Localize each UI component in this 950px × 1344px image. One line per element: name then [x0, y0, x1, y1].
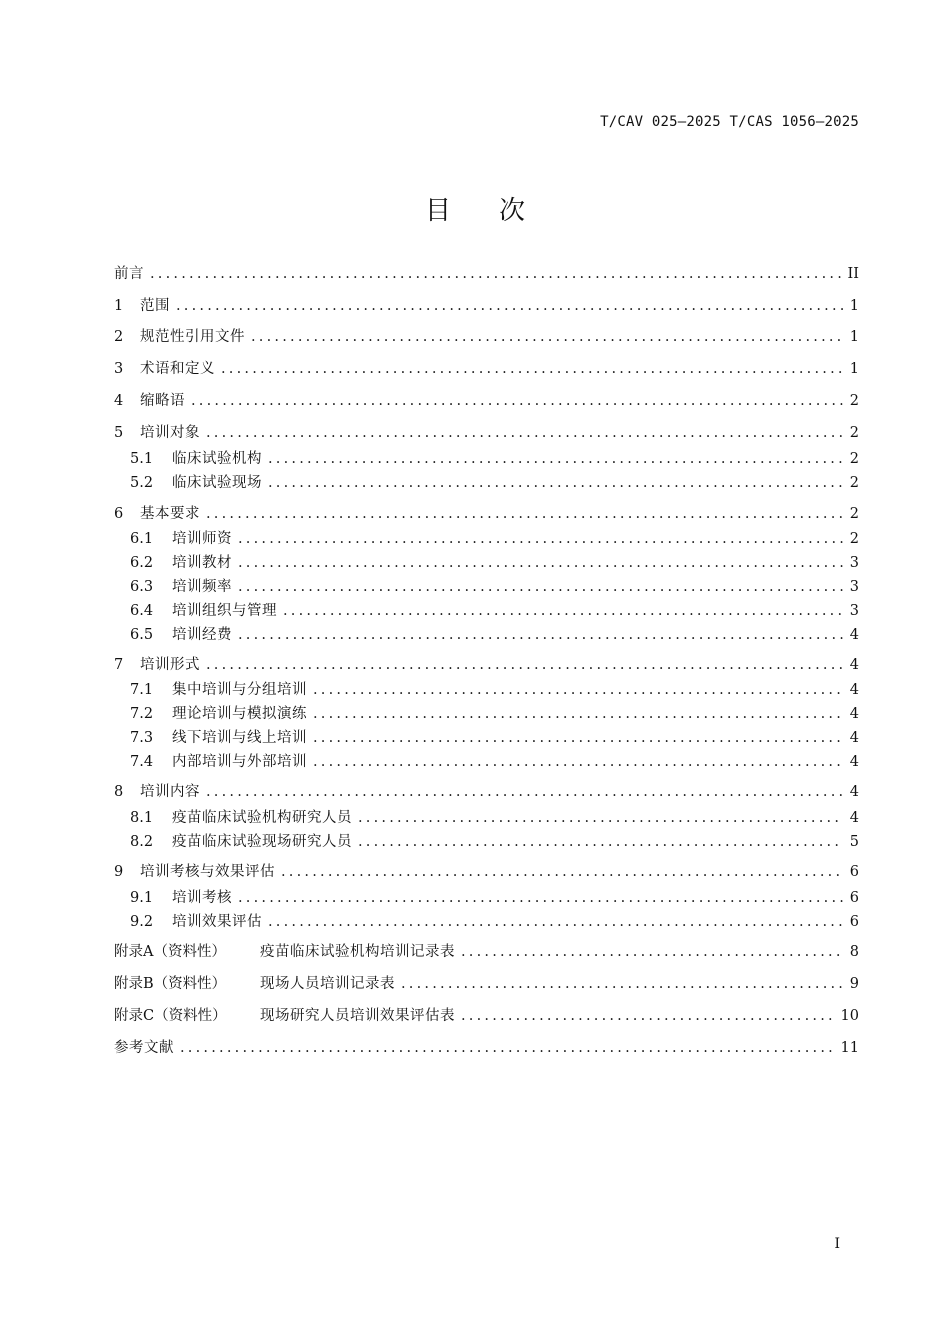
toc-entry-page: 4: [849, 657, 859, 673]
toc-entry-number: 6: [114, 506, 124, 522]
toc-entry-page: 4: [849, 682, 859, 698]
toc-entry-title: 基本要求: [140, 506, 200, 522]
toc-entry-number: 7: [114, 657, 124, 673]
toc-leader-dots: [313, 727, 843, 749]
toc-entry-title: 理论培训与模拟演练: [172, 706, 307, 722]
toc-entry-number: 5.1: [130, 451, 154, 467]
toc-entry[interactable]: [114, 422, 859, 444]
toc-entry-title: 术语和定义: [140, 361, 215, 377]
toc-entry-page: 1: [849, 329, 859, 345]
toc-entry-title: 集中培训与分组培训: [172, 682, 307, 698]
toc-leader-dots: [251, 326, 843, 348]
toc-entry-title: 缩略语: [140, 393, 185, 409]
toc-entry-page: 2: [849, 393, 859, 409]
toc-entry[interactable]: [114, 941, 859, 963]
toc-entry-title: 培训考核与效果评估: [140, 864, 275, 880]
toc-entry-page: 2: [849, 451, 859, 467]
toc-entry-number: 附录A（资料性）: [114, 944, 226, 960]
toc-entry-page: 3: [849, 603, 859, 619]
toc-entry[interactable]: [114, 263, 859, 285]
toc-entry-title: 范围: [140, 298, 170, 314]
toc-entry-page: 5: [849, 834, 859, 850]
toc-entry-number: 6.3: [130, 579, 154, 595]
toc-entry-page: 11: [840, 1040, 859, 1056]
toc-entry-title: 培训对象: [140, 425, 200, 441]
toc-entry-title: 规范性引用文件: [140, 329, 245, 345]
toc-entry-number: 7.3: [130, 730, 154, 746]
toc-entry-number: 6.1: [130, 531, 154, 547]
toc-leader-dots: [313, 703, 843, 725]
toc-leader-dots: [238, 528, 843, 550]
toc-entry-title: 培训内容: [140, 784, 200, 800]
toc-entry[interactable]: [114, 358, 859, 380]
toc-leader-dots: [268, 448, 843, 470]
toc-leader-dots: [268, 911, 843, 933]
toc-entry-number: 8.2: [130, 834, 154, 850]
toc-entry-page: 1: [849, 298, 859, 314]
toc-entry-number: 7.2: [130, 706, 154, 722]
toc-entry[interactable]: [130, 807, 859, 829]
toc-entry[interactable]: [114, 390, 859, 412]
toc-entry-page: 2: [849, 425, 859, 441]
toc-entry-page: 2: [849, 531, 859, 547]
toc-entry-title: 临床试验现场: [172, 475, 262, 491]
toc-entry-title: 内部培训与外部培训: [172, 754, 307, 770]
toc-entry[interactable]: [130, 624, 859, 646]
toc-entry-page: II: [847, 266, 859, 282]
toc-entry[interactable]: [114, 503, 859, 525]
toc-leader-dots: [281, 861, 843, 883]
toc-entry-page: 4: [849, 706, 859, 722]
toc-leader-dots: [283, 600, 843, 622]
toc-entry-page: 2: [849, 506, 859, 522]
toc-leader-dots: [150, 263, 842, 285]
toc-entry-title: 疫苗临床试验现场研究人员: [172, 834, 352, 850]
toc-entry-number: 7.1: [130, 682, 154, 698]
toc-leader-dots: [206, 781, 843, 803]
toc-entry-title: 疫苗临床试验机构培训记录表: [260, 944, 455, 960]
toc-entry-page: 3: [849, 579, 859, 595]
toc-entry-page: 4: [849, 754, 859, 770]
toc-leader-dots: [206, 422, 843, 444]
toc-entry-number: 3: [114, 361, 124, 377]
toc-entry-number: 9.2: [130, 914, 154, 930]
toc-leader-dots: [176, 295, 843, 317]
toc-entry-page: 6: [849, 914, 859, 930]
standard-code: T/CAV 025—2025 T/CAS 1056—2025: [600, 114, 859, 130]
toc-entry[interactable]: [130, 831, 859, 853]
toc-entry[interactable]: [114, 654, 859, 676]
toc-entry-title: 线下培训与线上培训: [172, 730, 307, 746]
toc-leader-dots: [238, 576, 843, 598]
toc-entry[interactable]: [130, 552, 859, 574]
toc-entry-title: 现场人员培训记录表: [260, 976, 395, 992]
toc-entry[interactable]: [114, 326, 859, 348]
toc-entry[interactable]: [130, 576, 859, 598]
toc-entry-title: 临床试验机构: [172, 451, 262, 467]
toc-entry-page: 3: [849, 555, 859, 571]
toc-entry[interactable]: [130, 703, 859, 725]
toc-leader-dots: [313, 751, 843, 773]
toc-entry[interactable]: [114, 295, 859, 317]
toc-entry[interactable]: [130, 911, 859, 933]
toc-entry-title: 培训效果评估: [172, 914, 262, 930]
page-number: I: [834, 1236, 840, 1252]
toc-entry-title: 现场研究人员培训效果评估表: [260, 1008, 455, 1024]
toc-entry-title: 培训师资: [172, 531, 232, 547]
toc-entry-number: 9: [114, 864, 124, 880]
toc-entry-page: 4: [849, 784, 859, 800]
toc-entry-number: 4: [114, 393, 124, 409]
toc-entry-page: 2: [849, 475, 859, 491]
toc-leader-dots: [358, 807, 843, 829]
toc-leader-dots: [313, 679, 843, 701]
toc-entry-page: 4: [849, 810, 859, 826]
toc-entry[interactable]: [130, 727, 859, 749]
toc-entry-page: 1: [849, 361, 859, 377]
toc-entry[interactable]: [114, 1037, 859, 1059]
toc-entry[interactable]: [130, 600, 859, 622]
toc-leader-dots: [238, 624, 843, 646]
toc-entry[interactable]: [130, 679, 859, 701]
toc-entry-number: 1: [114, 298, 124, 314]
toc-entry-number: 2: [114, 329, 124, 345]
toc-leader-dots: [206, 654, 843, 676]
toc-leader-dots: [238, 552, 843, 574]
toc-entry-title: 疫苗临床试验机构研究人员: [172, 810, 352, 826]
toc-entry-title: 培训频率: [172, 579, 232, 595]
toc-entry[interactable]: [114, 781, 859, 803]
toc-entry[interactable]: [114, 1005, 859, 1027]
toc-entry-page: 4: [849, 730, 859, 746]
toc-leader-dots: [221, 358, 843, 380]
toc-entry-number: 9.1: [130, 890, 154, 906]
toc-entry-title: 培训形式: [140, 657, 200, 673]
toc-entry-page: 4: [849, 627, 859, 643]
toc-entry-number: 6.4: [130, 603, 154, 619]
toc-entry[interactable]: [130, 751, 859, 773]
toc-leader-dots: [180, 1037, 835, 1059]
toc-entry[interactable]: [114, 861, 859, 883]
toc-leader-dots: [358, 831, 843, 853]
toc-entry-number: 6.5: [130, 627, 154, 643]
toc-leader-dots: [401, 973, 843, 995]
toc-entry-number: 7.4: [130, 754, 154, 770]
toc-entry[interactable]: [130, 887, 859, 909]
toc-leader-dots: [238, 887, 843, 909]
toc-entry-page: 10: [840, 1008, 859, 1024]
toc-entry-number: 8: [114, 784, 124, 800]
toc-entry[interactable]: [130, 472, 859, 494]
toc-entry-title: 培训教材: [172, 555, 232, 571]
toc-entry-title: 参考文献: [114, 1040, 174, 1056]
toc-entry-page: 6: [849, 864, 859, 880]
toc-entry-number: 5.2: [130, 475, 154, 491]
toc-entry-page: 6: [849, 890, 859, 906]
toc-entry-number: 5: [114, 425, 124, 441]
toc-entry-title: 培训考核: [172, 890, 232, 906]
toc-entry[interactable]: [130, 448, 859, 470]
toc-entry-number: 6.2: [130, 555, 154, 571]
toc-entry-title: 培训经费: [172, 627, 232, 643]
page-title: 目次: [424, 196, 573, 226]
toc-leader-dots: [461, 941, 843, 963]
toc-entry-page: 8: [849, 944, 859, 960]
toc-entry-page: 9: [849, 976, 859, 992]
toc-entry-title: 前言: [114, 266, 144, 282]
toc-leader-dots: [206, 503, 843, 525]
toc-entry[interactable]: [114, 973, 859, 995]
toc-leader-dots: [191, 390, 843, 412]
toc-leader-dots: [268, 472, 843, 494]
toc-entry-title: 培训组织与管理: [172, 603, 277, 619]
toc-entry[interactable]: [130, 528, 859, 550]
toc-entry-number: 8.1: [130, 810, 154, 826]
toc-entry-number: 附录C（资料性）: [114, 1008, 227, 1024]
toc-entry-number: 附录B（资料性）: [114, 976, 227, 992]
toc-leader-dots: [461, 1005, 835, 1027]
